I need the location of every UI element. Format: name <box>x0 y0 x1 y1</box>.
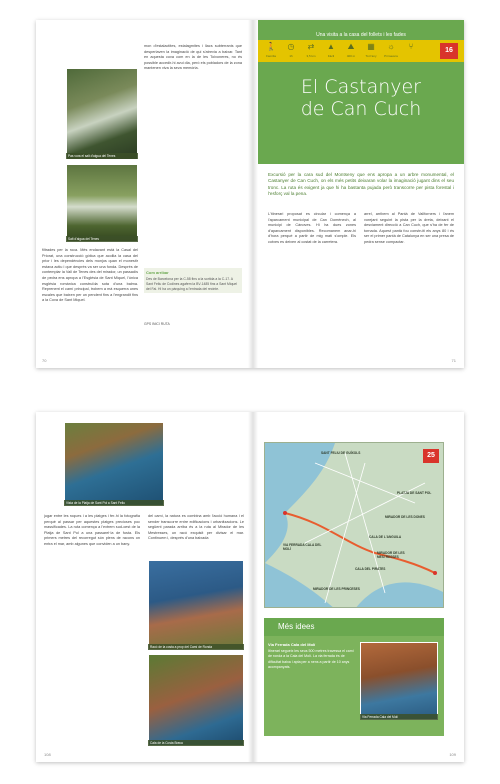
route-icons-band <box>258 40 464 62</box>
route-number-badge: 25 <box>423 449 439 463</box>
body-text-column: mon d'estalactites, estalagmites i llacs subterranis que desperlaven la imaginació de qui s'atrevia a baixar. Tant en aquesta cova com en la de les Toixoneres, no és possible accedir-hi avui dia, però els pobladors de la zona mantenen viva la seva memòria. <box>144 44 242 71</box>
distance-icon: ⇄ 3,5 km <box>306 42 316 58</box>
photo-caption: Salt d'aigua del Tenes <box>66 236 138 242</box>
page-number: 71 <box>451 358 456 363</box>
bottom-book-spread <box>36 412 464 762</box>
mountain-icon: ⛰ 400 m <box>346 42 356 58</box>
title-header <box>258 20 464 164</box>
difficulty-icon: ▲ Fàcil <box>327 42 335 58</box>
walker-icon: 🚶 Família <box>266 42 276 58</box>
map-label: MIRADOR DE LES DONES <box>385 515 425 519</box>
page-number: 70 <box>42 358 47 363</box>
photo-caption: Via Ferrada Cala del Molí <box>360 714 438 720</box>
photo-caption: Cala de la Costa Brava <box>148 740 244 746</box>
map-label: CALA DEL PIRATES <box>355 567 386 571</box>
body-text-column: arrel, arribem al Pantà de Vallforners i l'anem vorejant seguint la pista per la dreta, deixant el desviament direcció a Can Cuch, que s'ha de fer de tornada. Aquest pantà fou construït els anys 80 i és ser el primer pantà de Catalunya en ser una presa de pedra sense compactar. <box>364 212 454 244</box>
photo-caption: Vista de la Platja de Sant Pol a Sant Feliu <box>64 500 164 506</box>
page-number: 109 <box>449 752 456 757</box>
waterfall-photo <box>66 164 138 242</box>
route-subtitle: Una visita a la casa del follets i les fades <box>316 32 406 38</box>
fork-icon: ⑂ <box>408 42 414 51</box>
route-number-badge: 16 <box>440 43 458 59</box>
top-book-spread <box>36 20 464 368</box>
calendar-icon: ▦ Tot l'any <box>365 42 377 58</box>
photo-caption: Racó de la costa a prop del Camí de Ronda <box>148 644 244 650</box>
map-label: MIRADOR DE LES MESTRESSES <box>377 551 405 559</box>
info-box <box>144 268 242 293</box>
page-number: 108 <box>44 752 51 757</box>
info-box-title: Com arribar <box>146 270 169 275</box>
photo-caption: Pas vora el salt d'aigua del Tenes <box>66 153 138 159</box>
more-ideas-box <box>264 636 444 736</box>
map-drawing <box>265 443 444 608</box>
more-ideas-title: Més idees <box>278 622 315 631</box>
body-text-column: jugar entre les roques i a les platges i fer-hi la fotografia perquè al passar per aquestes platges precioses poc massificades. La ruta comença a l'extrem sud-oest de la Platja de Sant Pol a una passarel·la de fusta. Els primers metres del recorregut són plens de racons on entra el mar, amb algunes que conviden a un bany. <box>44 514 140 546</box>
more-ideas-header <box>264 618 444 636</box>
map-label: VIA FERRADA CALA DEL MOLÍ <box>283 543 322 551</box>
body-text-column: L'itinerari proposat es circular i comença a l'aparcament municipal de Can Domènech, al municipi de Cànoves. Hi ha dues zones d'aparcament disponibles. Recomanem anar-hi d'hora perquè a partir de mig matí s'omple. Els cotxes es deixen al costat de la carretera. <box>268 212 356 244</box>
page-title: El Castanyer de Can Cuch <box>300 76 422 120</box>
gps-label: GPS INICI RUTA <box>144 322 170 326</box>
route-map <box>264 442 444 608</box>
via-ferrada-photo <box>360 642 438 720</box>
map-label: SANT FELIU DE GUÍXOLS <box>321 451 361 455</box>
intro-paragraph: Excursió per la cara sud del Montseny que ens apropa a un arbre monumental, el Castanyer de Can Cuch, on els més petits deixaran volar la imaginació jugant dins el seu tronc. La ruta és exigent ja que hi ha bastanta pujada però transcorre per pista forestal i l'esforç val la pena. <box>268 172 454 197</box>
map-label: PLATJA DE SANT POL <box>397 491 432 495</box>
coast-photo <box>64 422 164 506</box>
spine-gutter <box>248 20 258 368</box>
coast-photo <box>148 560 244 650</box>
info-box-body: Des de Barcelona per la C-58 fins a la sortida a la C-17. A Sant Feliu de Codines agafem la BV-1485 fins a Sant Miquel del Fai. Hi ha un pàrquing a l'entrada del recinte. <box>146 277 238 291</box>
sun-icon: ☼ Primavera <box>384 42 398 58</box>
coast-photo <box>148 654 244 746</box>
body-text-column: filtrades per la roca. Més endavant està la Casal del Priorat, una construcció gòtica que acollia la casa del prior i les dependències dels monjos quan el monestir estava actiu i que després va ser una fonda. Després de contemplar la Vall de Tenes des del mirador, un passadís de pedra ens apropa a l'Església de Sant Miquel, l'única església romànica construïda sota d'una balma. Reprenent el camí principal, trobem a mà esquerra unes escales que baixen per un pendent fins a l'engrandit fins a la Cova de Sant Miquel. <box>42 248 138 303</box>
body-text-column: del camí, la natura es combina amb l'acció humana i el sender transcorre entre edificacions i urbanitzacions. Le següent parada arriba és a la ruta al Mirador de les Mestresses, un racó exquisit per divisar el mar. Continuem i, després d'una baixada <box>148 514 244 541</box>
map-label: MIRADOR DE LES PRINCESES <box>313 587 360 591</box>
more-ideas-text: Via Ferrada Cala del Molí Itinerari segueix les seus 500 metres travessa el camí de ronda a la Cala del Molí. La via ferrada és de dificultat baixa i apta per a nens a partir de 10 anys acompanyats. <box>268 642 354 669</box>
clock-icon: ◷ 1h <box>287 42 295 58</box>
waterfall-photo <box>66 68 138 160</box>
map-label: CALA DE L'ANGUILA <box>369 535 402 539</box>
spine-gutter <box>248 412 258 762</box>
